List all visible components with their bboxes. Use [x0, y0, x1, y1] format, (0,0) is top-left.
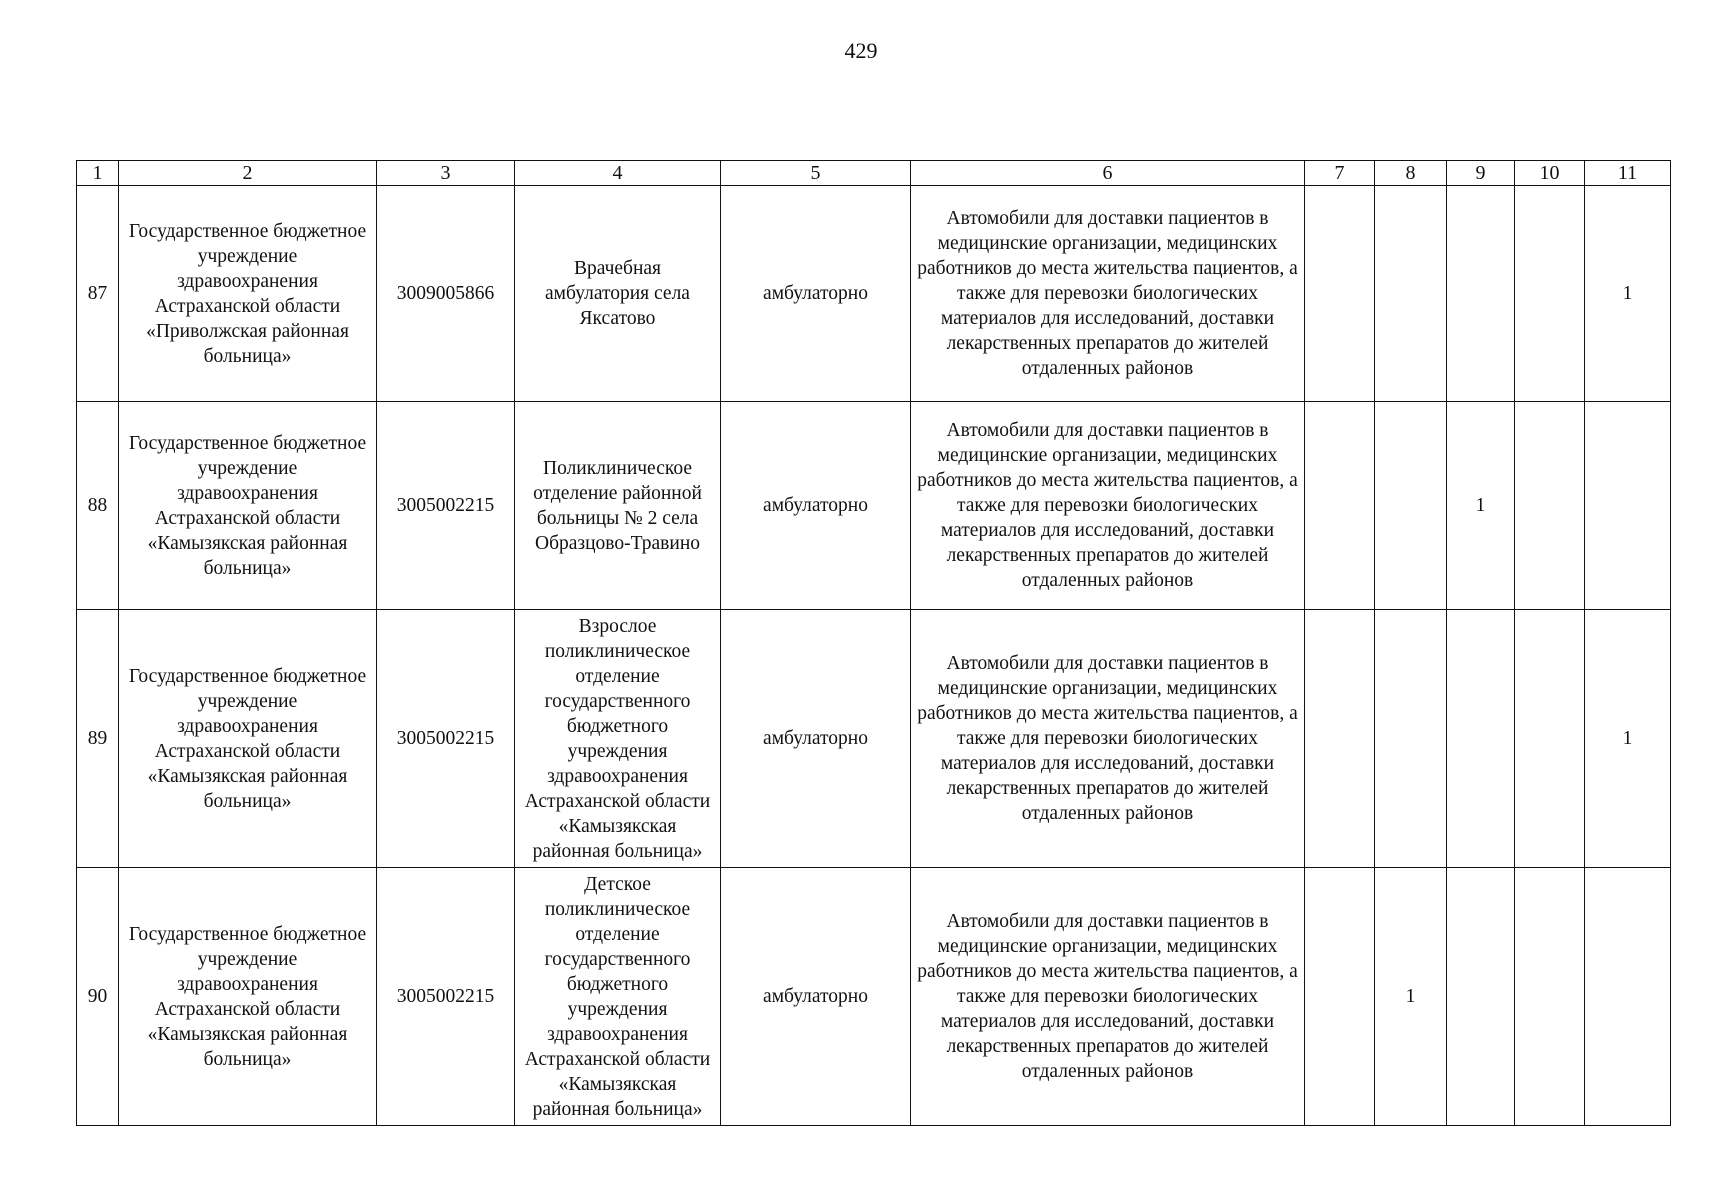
institution-cell: Государственное бюджетное учреждение здравоохранения Астраханской области «Камызякская районная больница» [119, 868, 377, 1126]
column-header-3: 3 [377, 161, 515, 186]
institution-cell: Государственное бюджетное учреждение здравоохранения Астраханской области «Камызякская районная больница» [119, 402, 377, 610]
column-number-header-row [77, 161, 1671, 186]
institution-cell: Государственное бюджетное учреждение здравоохранения Астраханской области «Камызякская районная больница» [119, 610, 377, 868]
count-cell-11: 1 [1585, 610, 1671, 868]
inn-cell: 3009005866 [377, 186, 515, 402]
inn-cell: 3005002215 [377, 610, 515, 868]
column-header-4: 4 [515, 161, 721, 186]
subdivision-cell: Детское поликлиническое отделение государственного бюджетного учреждения здравоохранения Астраханской области «Камызякская районная больница» [515, 868, 721, 1126]
purpose-cell: Автомобили для доставки пациентов в медицинские организации, медицинских работников до места жительства пациентов, а также для перевозки биологических материалов для исследований, доставки лекарственных препаратов до жителей отдаленных районов [911, 868, 1305, 1126]
page-number: 429 [844, 38, 878, 63]
count-cell-10 [1515, 402, 1585, 610]
row-number-cell: 87 [77, 186, 119, 402]
subdivision-cell: Врачебная амбулатория села Яксатово [515, 186, 721, 402]
column-header-9: 9 [1447, 161, 1515, 186]
subdivision-cell: Поликлиническое отделение районной больницы № 2 села Образцово-Травино [515, 402, 721, 610]
inn-cell: 3005002215 [377, 868, 515, 1126]
column-header-6: 6 [911, 161, 1305, 186]
row-number-cell: 89 [77, 610, 119, 868]
count-cell-11 [1585, 868, 1671, 1126]
count-cell-7 [1305, 610, 1375, 868]
column-header-10: 10 [1515, 161, 1585, 186]
subdivision-cell: Взрослое поликлиническое отделение государственного бюджетного учреждения здравоохранения Астраханской области «Камызякская районная больница» [515, 610, 721, 868]
table-row [77, 610, 1671, 868]
table-row [77, 868, 1671, 1126]
vehicle-allocation-table [76, 160, 1671, 1126]
column-header-1: 1 [77, 161, 119, 186]
row-number-cell: 90 [77, 868, 119, 1126]
care-form-cell: амбулаторно [721, 610, 911, 868]
care-form-cell: амбулаторно [721, 402, 911, 610]
count-cell-11 [1585, 402, 1671, 610]
purpose-cell: Автомобили для доставки пациентов в медицинские организации, медицинских работников до места жительства пациентов, а также для перевозки биологических материалов для исследований, доставки лекарственных препаратов до жителей отдаленных районов [911, 186, 1305, 402]
count-cell-8: 1 [1375, 868, 1447, 1126]
count-cell-9 [1447, 186, 1515, 402]
count-cell-10 [1515, 186, 1585, 402]
column-header-2: 2 [119, 161, 377, 186]
count-cell-7 [1305, 868, 1375, 1126]
column-header-8: 8 [1375, 161, 1447, 186]
count-cell-10 [1515, 868, 1585, 1126]
purpose-cell: Автомобили для доставки пациентов в медицинские организации, медицинских работников до места жительства пациентов, а также для перевозки биологических материалов для исследований, доставки лекарственных препаратов до жителей отдаленных районов [911, 610, 1305, 868]
table-row [77, 186, 1671, 402]
care-form-cell: амбулаторно [721, 186, 911, 402]
count-cell-8 [1375, 402, 1447, 610]
count-cell-11: 1 [1585, 186, 1671, 402]
row-number-cell: 88 [77, 402, 119, 610]
count-cell-8 [1375, 186, 1447, 402]
count-cell-7 [1305, 402, 1375, 610]
count-cell-8 [1375, 610, 1447, 868]
care-form-cell: амбулаторно [721, 868, 911, 1126]
inn-cell: 3005002215 [377, 402, 515, 610]
count-cell-9: 1 [1447, 402, 1515, 610]
count-cell-9 [1447, 610, 1515, 868]
count-cell-7 [1305, 186, 1375, 402]
count-cell-10 [1515, 610, 1585, 868]
count-cell-9 [1447, 868, 1515, 1126]
column-header-7: 7 [1305, 161, 1375, 186]
purpose-cell: Автомобили для доставки пациентов в медицинские организации, медицинских работников до места жительства пациентов, а также для перевозки биологических материалов для исследований, доставки лекарственных препаратов до жителей отдаленных районов [911, 402, 1305, 610]
institution-cell: Государственное бюджетное учреждение здравоохранения Астраханской области «Приволжская районная больница» [119, 186, 377, 402]
table-row [77, 402, 1671, 610]
column-header-11: 11 [1585, 161, 1671, 186]
column-header-5: 5 [721, 161, 911, 186]
